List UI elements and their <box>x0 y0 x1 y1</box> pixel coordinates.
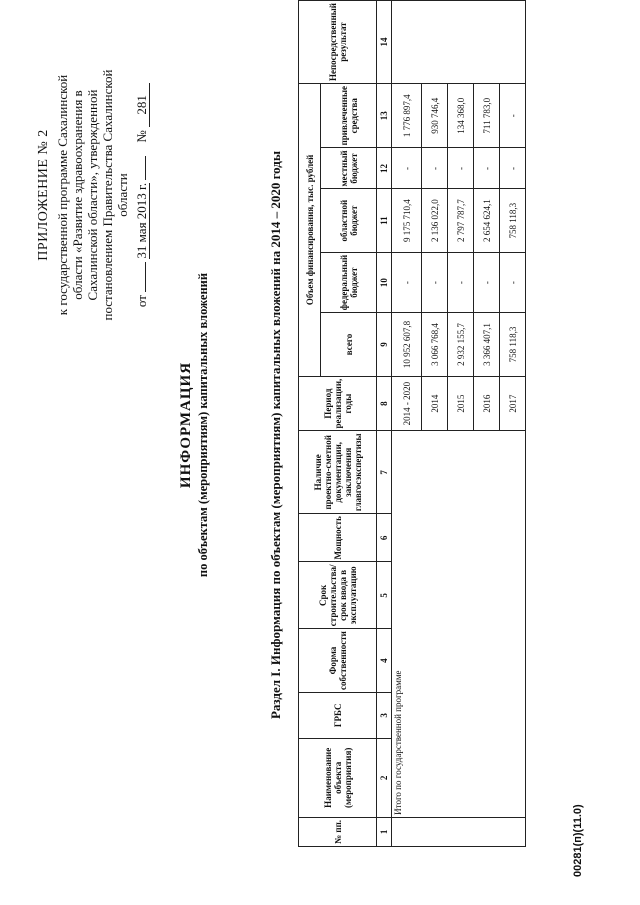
number-prefix: № <box>134 130 149 143</box>
header-docs: Наличие проектно-сметной документации, заключения главгосэкспертизы <box>299 431 377 514</box>
cell-federal: - <box>392 252 422 312</box>
col-num: 11 <box>377 189 392 252</box>
date-prefix: от <box>134 295 149 308</box>
cell-blank <box>392 817 526 846</box>
header-federal: федеральный бюджет <box>321 252 377 312</box>
total-label: Итого по государственной программе <box>392 431 526 817</box>
appendix-line: Сахалинской области», утвержденной <box>85 89 100 301</box>
appendix-line: области «Развитие здравоохранения в <box>70 90 85 300</box>
col-num: 7 <box>377 431 392 514</box>
cell-local: - <box>500 148 526 189</box>
table-row <box>392 1 422 847</box>
appendix-block <box>36 45 150 345</box>
main-title: ИНФОРМАЦИЯ <box>178 361 194 489</box>
header-ownership: Форма собственности <box>299 629 377 693</box>
cell-result <box>392 1 526 84</box>
appendix-line: области <box>115 173 130 217</box>
header-name: Наименование объекта (мероприятия) <box>299 738 377 817</box>
col-num: 5 <box>377 562 392 629</box>
cell-attracted: 711 783,0 <box>474 84 500 148</box>
appendix-date-line <box>134 45 150 345</box>
header-regional: областной бюджет <box>321 189 377 252</box>
col-num: 4 <box>377 629 392 693</box>
appendix-title: ПРИЛОЖЕНИЕ № 2 <box>36 129 51 261</box>
cell-federal: - <box>500 252 526 312</box>
col-num: 6 <box>377 514 392 562</box>
header-attracted: привлеченные средства <box>321 84 377 148</box>
header-result: Непосредственный результат <box>299 1 377 84</box>
column-number-row <box>377 1 392 847</box>
col-num: 10 <box>377 252 392 312</box>
col-num: 9 <box>377 313 392 376</box>
section-title: Раздел I. Информация по объектам (мероприятиям) капитальных вложений на 2014 – 2020 годы <box>268 150 283 720</box>
cell-total: 758 118,3 <box>500 313 526 376</box>
cell-federal: - <box>474 252 500 312</box>
appendix-line: к государственной программе Сахалинской <box>55 74 70 316</box>
col-num: 8 <box>377 376 392 431</box>
cell-regional: 9 175 710,4 <box>392 189 422 252</box>
cell-attracted: 930 746,4 <box>422 84 448 148</box>
header-grbs: ГРБС <box>299 692 377 738</box>
cell-total: 2 932 155,7 <box>448 313 474 376</box>
header-no: № пп. <box>299 817 377 846</box>
date-value: 31 мая 2013 г. <box>134 182 149 259</box>
date-underline-right <box>145 156 146 180</box>
cell-local: - <box>448 148 474 189</box>
cell-local: - <box>392 148 422 189</box>
cell-regional: 2 136 022,0 <box>422 189 448 252</box>
cell-period: 2017 <box>500 376 526 431</box>
sub-title: по объектам (мероприятиям) капитальных вложений <box>196 272 210 578</box>
col-num: 13 <box>377 84 392 148</box>
header-finance-group: Объем финансирования, тыс. рублей <box>299 84 321 377</box>
date-underline-left <box>145 262 146 292</box>
header-period: Период реализации, годы <box>299 376 377 431</box>
header-local: местный бюджет <box>321 148 377 189</box>
cell-local: - <box>474 148 500 189</box>
cell-attracted: - <box>500 84 526 148</box>
col-num: 2 <box>377 738 392 817</box>
cell-federal: - <box>422 252 448 312</box>
col-num: 3 <box>377 692 392 738</box>
header-total: всего <box>321 313 377 376</box>
cell-regional: 758 118,3 <box>500 189 526 252</box>
cell-period: 2014 <box>422 376 448 431</box>
col-num: 12 <box>377 148 392 189</box>
cell-regional: 2 797 787,7 <box>448 189 474 252</box>
header-row-top <box>299 1 321 847</box>
cell-period: 2014 - 2020 <box>392 376 422 431</box>
cell-total: 3 066 768,4 <box>422 313 448 376</box>
footer-code: 00281(п)(11.0) <box>572 804 584 877</box>
cell-attracted: 1 776 897,4 <box>392 84 422 148</box>
col-num: 1 <box>377 817 392 846</box>
cell-period: 2016 <box>474 376 500 431</box>
header-capacity: Мощность <box>299 514 377 562</box>
appendix-line: постановлением Правительства Сахалинской <box>100 69 115 321</box>
cell-total: 10 952 607,8 <box>392 313 422 376</box>
col-num: 14 <box>377 1 392 84</box>
cell-local: - <box>422 148 448 189</box>
cell-attracted: 134 368,0 <box>448 84 474 148</box>
cell-regional: 2 654 624,1 <box>474 189 500 252</box>
cell-total: 3 366 407,1 <box>474 313 500 376</box>
header-term: Срок строительства/срок ввода в эксплуатацию <box>299 562 377 629</box>
number-value: 281 <box>134 83 150 127</box>
cell-period: 2015 <box>448 376 474 431</box>
cell-federal: - <box>448 252 474 312</box>
capital-investment-table <box>298 0 526 847</box>
